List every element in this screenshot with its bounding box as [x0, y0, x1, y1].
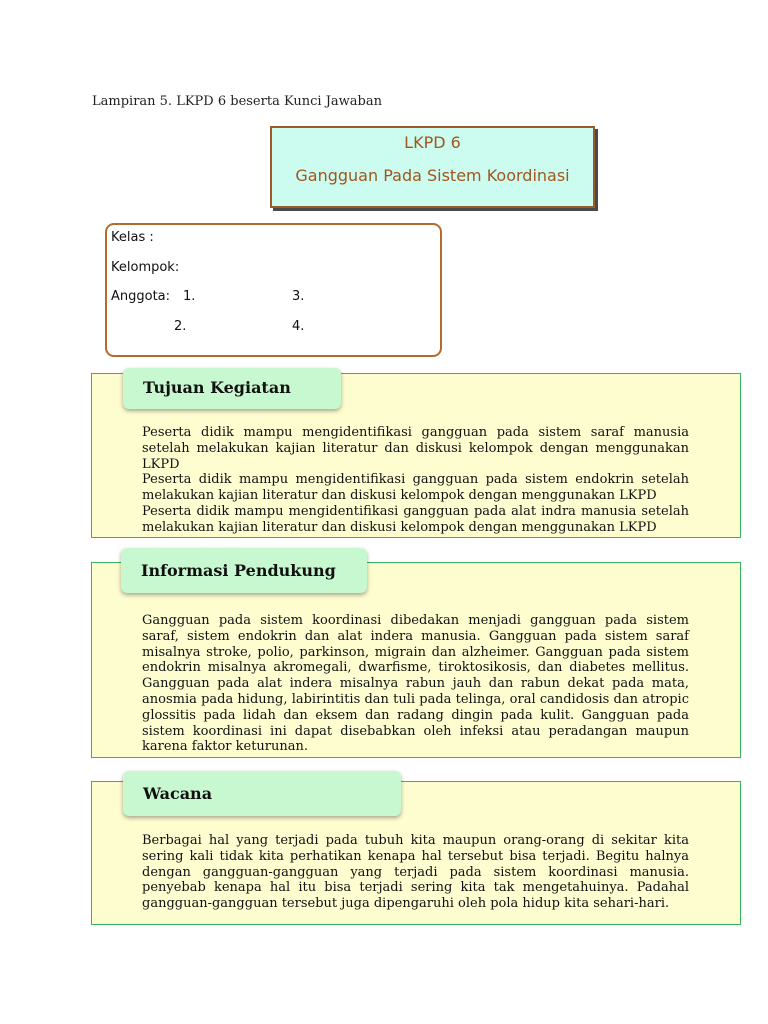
group-info-box — [105, 223, 442, 357]
wacana-text: Berbagai hal yang terjadi pada tubuh kita maupun orang-orang di sekitar kita sering kali tidak kita perhatikan kenapa hal tersebut bisa terjadi. Begitu halnya dengan gangguan-gangguan yang terjadi pada sistem koordinasi manusia. penyebab kenapa hal itu bisa terjadi sering kita tak mengetahuinya. Padahal gangguan-gangguan tersebut juga dipengaruhi oleh pola hidup kita sehari-hari. — [142, 833, 689, 912]
lkpd-title-box — [270, 126, 595, 208]
document-caption: Lampiran 5. LKPD 6 beserta Kunci Jawaban — [92, 94, 382, 109]
tujuan-item: Peserta didik mampu mengidentifikasi gangguan pada alat indra manusia setelah melakukan kajian literatur dan diskusi kelompok dengan menggunakan LKPD — [142, 503, 689, 535]
kelompok-label: Kelompok: — [111, 260, 180, 275]
tujuan-item: Peserta didik mampu mengidentifikasi gangguan pada sistem endokrin setelah melakukan kajian literatur dan diskusi kelompok dengan menggunakan LKPD — [142, 472, 689, 504]
member-number-2: 2. — [174, 319, 187, 334]
informasi-text: Gangguan pada sistem koordinasi dibedakan menjadi gangguan pada sistem saraf, sistem endokrin dan alat indera manusia. Gangguan pada sistem saraf misalnya stroke, polio, parkinson, migrain dan alzheimer. Gangguan pada sistem endokrin misalnya akromegali, dwarfisme, tiroktosikosis, dan diabetes mellitus. Gangguan pada alat indera misalnya rabun jauh dan rabun dekat pada mata, anosmia pada hidung, labirintitis dan tuli pada telinga, oral candidosis dan atropic glossitis pada lidah dan eksem dan radang dingin pada kulit. Gangguan pada sistem koordinasi ini dapat disebabkan oleh infeksi atau peradangan maupun karena faktor keturunan. — [142, 613, 689, 755]
tujuan-list — [142, 425, 689, 536]
lkpd-number: LKPD 6 — [404, 133, 461, 152]
lkpd-topic: Gangguan Pada Sistem Koordinasi — [295, 166, 570, 185]
tujuan-item: Peserta didik mampu mengidentifikasi gangguan pada sistem saraf manusia setelah melakukan kajian literatur dan diskusi kelompok dengan menggunakan LKPD — [142, 425, 689, 472]
wacana-heading: Wacana — [123, 771, 401, 816]
member-number-4: 4. — [292, 319, 305, 334]
anggota-label: Anggota: — [111, 289, 171, 304]
informasi-pendukung-heading: Informasi Pendukung — [121, 548, 367, 593]
tujuan-kegiatan-heading: Tujuan Kegiatan — [123, 368, 341, 409]
member-number-1: 1. — [183, 289, 196, 304]
member-number-3: 3. — [292, 289, 305, 304]
kelas-label: Kelas : — [111, 230, 154, 245]
